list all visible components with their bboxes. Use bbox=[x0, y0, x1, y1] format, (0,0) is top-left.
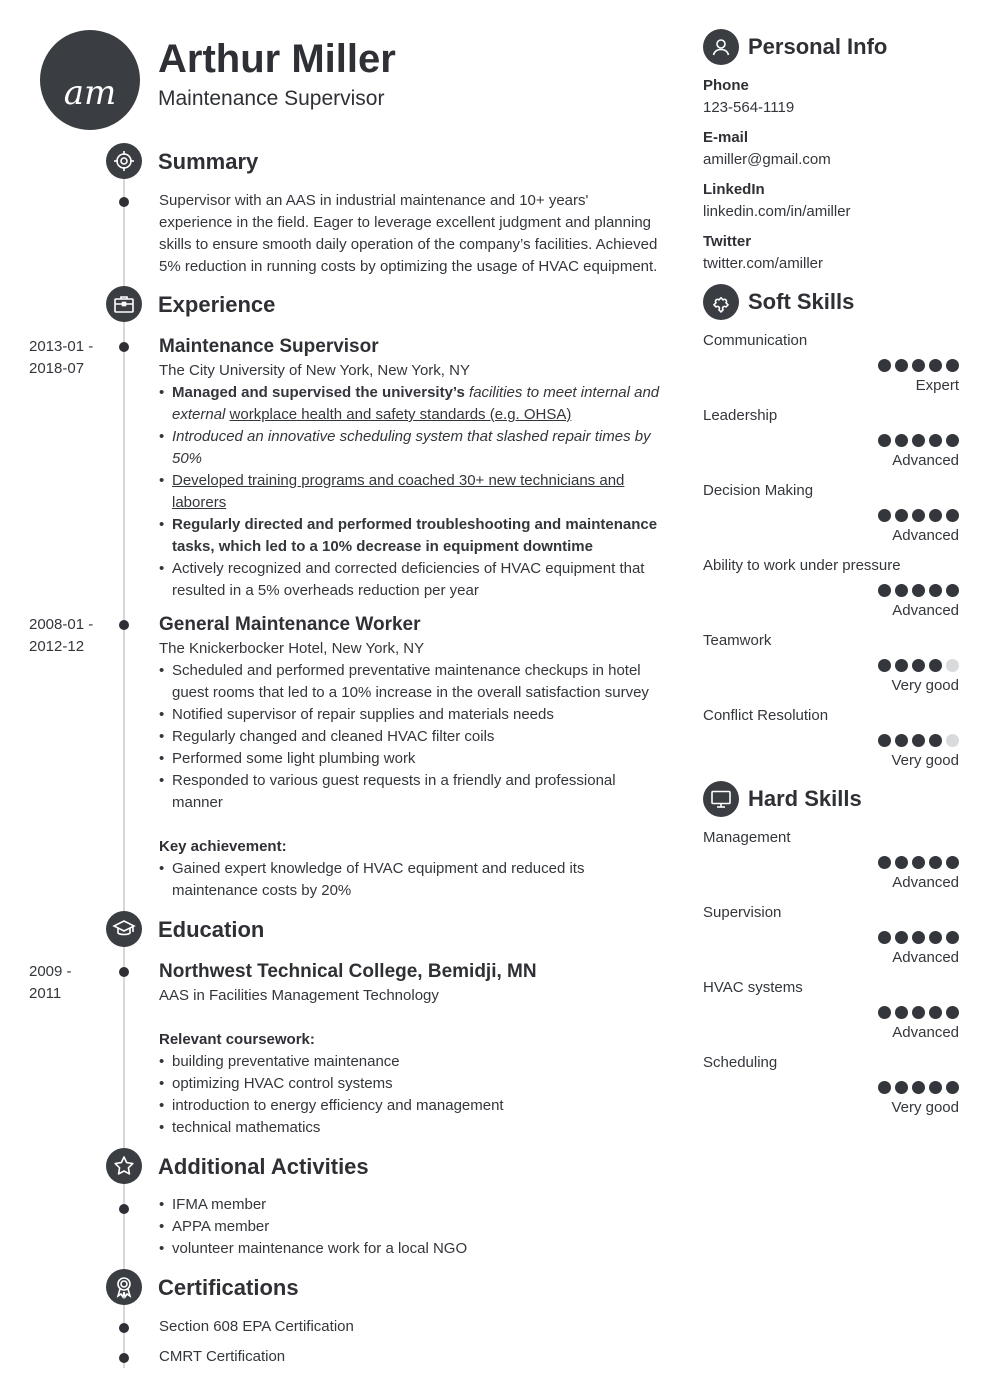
rating-dot-filled bbox=[946, 1081, 959, 1094]
award-ribbon-icon bbox=[106, 1269, 142, 1305]
job-company: The Knickerbocker Hotel, New York, NY bbox=[159, 640, 425, 657]
rating-dot-filled bbox=[895, 434, 908, 447]
section-title-activities: Additional Activities bbox=[158, 1154, 369, 1179]
rating-dot-filled bbox=[946, 1006, 959, 1019]
list-item: • Performed some light plumbing work bbox=[159, 748, 664, 770]
rating-dot-filled bbox=[895, 856, 908, 869]
date-to: 2012-12 bbox=[29, 638, 85, 655]
rating-dot-filled bbox=[912, 1081, 925, 1094]
skill-rating bbox=[878, 931, 960, 944]
section-title-summary: Summary bbox=[158, 149, 259, 174]
activities-list bbox=[159, 1194, 664, 1260]
rating-dot-filled bbox=[946, 584, 959, 597]
rating-dot-filled bbox=[912, 509, 925, 522]
rating-dot-filled bbox=[895, 659, 908, 672]
certification-item: CMRT Certification bbox=[159, 1348, 286, 1365]
twitter-label: Twitter bbox=[703, 233, 752, 250]
timeline-dot bbox=[119, 197, 129, 207]
job-company: The City University of New York, New York, NY bbox=[159, 362, 470, 379]
rating-dot-filled bbox=[929, 1081, 942, 1094]
date-to: 2018-07 bbox=[29, 360, 85, 377]
section-title-personal-info: Personal Info bbox=[748, 34, 888, 59]
key-achievement-label: Key achievement: bbox=[159, 838, 287, 855]
timeline-dot bbox=[119, 620, 129, 630]
list-item: • APPA member bbox=[159, 1216, 664, 1238]
list-item: • volunteer maintenance work for a local NGO bbox=[159, 1238, 664, 1260]
job-title: General Maintenance Worker bbox=[159, 614, 421, 635]
skill-name: Leadership bbox=[703, 407, 778, 424]
education-dates bbox=[29, 961, 109, 1005]
list-item: • Regularly directed and performed troubleshooting and maintenance tasks, which led to a 10% decrease in equipment downtime bbox=[159, 514, 664, 558]
email-label: E-mail bbox=[703, 129, 749, 146]
list-item: • Scheduled and performed preventative maintenance checkups in hotel guest rooms that led to a 10% increase in the overall satisfaction survey bbox=[159, 660, 664, 704]
rating-dot-filled bbox=[912, 1006, 925, 1019]
section-title-certifications: Certifications bbox=[158, 1275, 299, 1300]
rating-dot-filled bbox=[929, 856, 942, 869]
skill-rating bbox=[878, 734, 960, 747]
rating-dot-filled bbox=[912, 659, 925, 672]
rating-dot-filled bbox=[895, 734, 908, 747]
timeline-dot bbox=[119, 1353, 129, 1363]
job-bullets bbox=[159, 660, 664, 814]
skill-name: Management bbox=[703, 829, 791, 846]
rating-dot-filled bbox=[878, 734, 891, 747]
star-icon bbox=[106, 1148, 142, 1184]
timeline-line bbox=[123, 176, 125, 1368]
target-icon bbox=[106, 143, 142, 179]
rating-dot-filled bbox=[878, 659, 891, 672]
avatar-initials: am bbox=[63, 73, 117, 113]
section-title-experience: Experience bbox=[158, 292, 276, 317]
rating-dot-filled bbox=[878, 931, 891, 944]
summary-line: skills to ensure smooth daily operation of the company’s facilities. Achieved bbox=[159, 236, 658, 253]
rating-dot-filled bbox=[929, 434, 942, 447]
skill-level: Very good bbox=[891, 1099, 959, 1116]
candidate-title: Maintenance Supervisor bbox=[158, 87, 385, 110]
job-dates bbox=[29, 614, 109, 658]
section-title-soft-skills: Soft Skills bbox=[748, 289, 855, 314]
skill-name: Communication bbox=[703, 332, 808, 349]
summary-line: 5% reduction in running costs by optimizing the usage of HVAC equipment. bbox=[159, 258, 658, 275]
section-title-hard-skills: Hard Skills bbox=[748, 786, 862, 811]
timeline-dot bbox=[119, 1204, 129, 1214]
rating-dot-filled bbox=[912, 931, 925, 944]
skill-name: Ability to work under pressure bbox=[703, 557, 901, 574]
skill-rating bbox=[878, 1006, 960, 1019]
list-item: • Gained expert knowledge of HVAC equipment and reduced its maintenance costs by 20% bbox=[159, 858, 619, 902]
timeline-dot bbox=[119, 342, 129, 352]
monitor-icon bbox=[703, 781, 739, 817]
list-item: • IFMA member bbox=[159, 1194, 664, 1216]
skill-rating bbox=[878, 434, 960, 447]
skill-rating bbox=[878, 359, 960, 372]
list-item: • building preventative maintenance bbox=[159, 1051, 664, 1073]
rating-dot-filled bbox=[946, 509, 959, 522]
timeline-dot bbox=[119, 1323, 129, 1333]
rating-dot-filled bbox=[929, 931, 942, 944]
puzzle-icon bbox=[703, 284, 739, 320]
list-item: • Actively recognized and corrected deficiencies of HVAC equipment that resulted in a 5% overheads reduction per year bbox=[159, 558, 664, 602]
skill-name: Decision Making bbox=[703, 482, 814, 499]
rating-dot-empty bbox=[946, 659, 959, 672]
degree: AAS in Facilities Management Technology bbox=[159, 987, 439, 1004]
skill-level: Very good bbox=[891, 677, 959, 694]
rating-dot-filled bbox=[895, 359, 908, 372]
rating-dot-filled bbox=[878, 1006, 891, 1019]
list-item: • technical mathematics bbox=[159, 1117, 664, 1139]
email-value: amiller@gmail.com bbox=[703, 151, 831, 168]
skill-level: Advanced bbox=[892, 527, 959, 544]
avatar bbox=[40, 30, 140, 130]
rating-dot-filled bbox=[912, 734, 925, 747]
school-name: Northwest Technical College, Bemidji, MN bbox=[159, 961, 537, 982]
section-title-education: Education bbox=[158, 917, 265, 942]
skill-level: Expert bbox=[915, 377, 959, 394]
phone-value: 123-564-1119 bbox=[703, 99, 795, 116]
skill-level: Advanced bbox=[892, 452, 959, 469]
date-from: 2008-01 - bbox=[29, 616, 94, 633]
skill-name: Teamwork bbox=[703, 632, 772, 649]
rating-dot-filled bbox=[895, 931, 908, 944]
rating-dot-filled bbox=[912, 856, 925, 869]
rating-dot-filled bbox=[912, 584, 925, 597]
candidate-name: Arthur Miller bbox=[158, 37, 396, 81]
summary-line: Supervisor with an AAS in industrial maintenance and 10+ years' bbox=[159, 192, 589, 209]
skill-level: Advanced bbox=[892, 949, 959, 966]
rating-dot-filled bbox=[946, 359, 959, 372]
rating-dot-filled bbox=[878, 584, 891, 597]
rating-dot-filled bbox=[878, 509, 891, 522]
list-item: • Introduced an innovative scheduling system that slashed repair times by 50% bbox=[159, 426, 664, 470]
rating-dot-filled bbox=[895, 584, 908, 597]
rating-dot-filled bbox=[878, 359, 891, 372]
skill-level: Advanced bbox=[892, 602, 959, 619]
skill-name: Supervision bbox=[703, 904, 782, 921]
date-to: 2011 bbox=[29, 985, 62, 1002]
skill-level: Very good bbox=[891, 752, 959, 769]
graduation-cap-icon bbox=[106, 911, 142, 947]
job-title: Maintenance Supervisor bbox=[159, 336, 379, 357]
list-item: • Notified supervisor of repair supplies and materials needs bbox=[159, 704, 664, 726]
skill-rating bbox=[878, 584, 960, 597]
user-icon bbox=[703, 29, 739, 65]
linkedin-label: LinkedIn bbox=[703, 181, 765, 198]
job-bullets bbox=[159, 382, 664, 602]
list-item: • Developed training programs and coached 30+ new technicians and laborers bbox=[159, 470, 664, 514]
rating-dot-filled bbox=[946, 856, 959, 869]
skill-rating bbox=[878, 1081, 960, 1094]
list-item: • Responded to various guest requests in a friendly and professional manner bbox=[159, 770, 664, 814]
coursework-label: Relevant coursework: bbox=[159, 1031, 315, 1048]
list-item: • Managed and supervised the university’s facilities to meet internal and external workplace health and safety standards (e.g. OHSA) bbox=[159, 382, 664, 426]
rating-dot-filled bbox=[912, 359, 925, 372]
rating-dot-filled bbox=[929, 1006, 942, 1019]
rating-dot-filled bbox=[929, 584, 942, 597]
phone-label: Phone bbox=[703, 77, 749, 94]
rating-dot-filled bbox=[929, 659, 942, 672]
rating-dot-filled bbox=[895, 1006, 908, 1019]
rating-dot-filled bbox=[912, 434, 925, 447]
list-item: • introduction to energy efficiency and management bbox=[159, 1095, 664, 1117]
coursework-list bbox=[159, 1051, 664, 1139]
rating-dot-filled bbox=[946, 931, 959, 944]
twitter-value: twitter.com/amiller bbox=[703, 255, 824, 272]
skill-name: Scheduling bbox=[703, 1054, 778, 1071]
achievement-list bbox=[159, 858, 619, 902]
rating-dot-filled bbox=[946, 434, 959, 447]
skill-name: Conflict Resolution bbox=[703, 707, 829, 724]
rating-dot-empty bbox=[946, 734, 959, 747]
skill-rating bbox=[878, 856, 960, 869]
rating-dot-filled bbox=[895, 1081, 908, 1094]
rating-dot-filled bbox=[929, 734, 942, 747]
rating-dot-filled bbox=[929, 509, 942, 522]
rating-dot-filled bbox=[878, 856, 891, 869]
certification-item: Section 608 EPA Certification bbox=[159, 1318, 354, 1335]
date-from: 2009 - bbox=[29, 963, 72, 980]
list-item: • Regularly changed and cleaned HVAC filter coils bbox=[159, 726, 664, 748]
job-dates bbox=[29, 336, 109, 380]
timeline-dot bbox=[119, 967, 129, 977]
list-item: • optimizing HVAC control systems bbox=[159, 1073, 664, 1095]
skill-name: HVAC systems bbox=[703, 979, 803, 996]
rating-dot-filled bbox=[878, 1081, 891, 1094]
skill-level: Advanced bbox=[892, 874, 959, 891]
rating-dot-filled bbox=[878, 434, 891, 447]
summary-text bbox=[159, 190, 669, 278]
skill-rating bbox=[878, 509, 960, 522]
skill-rating bbox=[878, 659, 960, 672]
rating-dot-filled bbox=[929, 359, 942, 372]
skill-level: Advanced bbox=[892, 1024, 959, 1041]
rating-dot-filled bbox=[895, 509, 908, 522]
date-from: 2013-01 - bbox=[29, 338, 94, 355]
summary-line: experience in the field. Eager to leverage excellent judgment and planning bbox=[159, 214, 651, 231]
linkedin-value: linkedin.com/in/amiller bbox=[703, 203, 851, 220]
briefcase-icon bbox=[106, 286, 142, 322]
